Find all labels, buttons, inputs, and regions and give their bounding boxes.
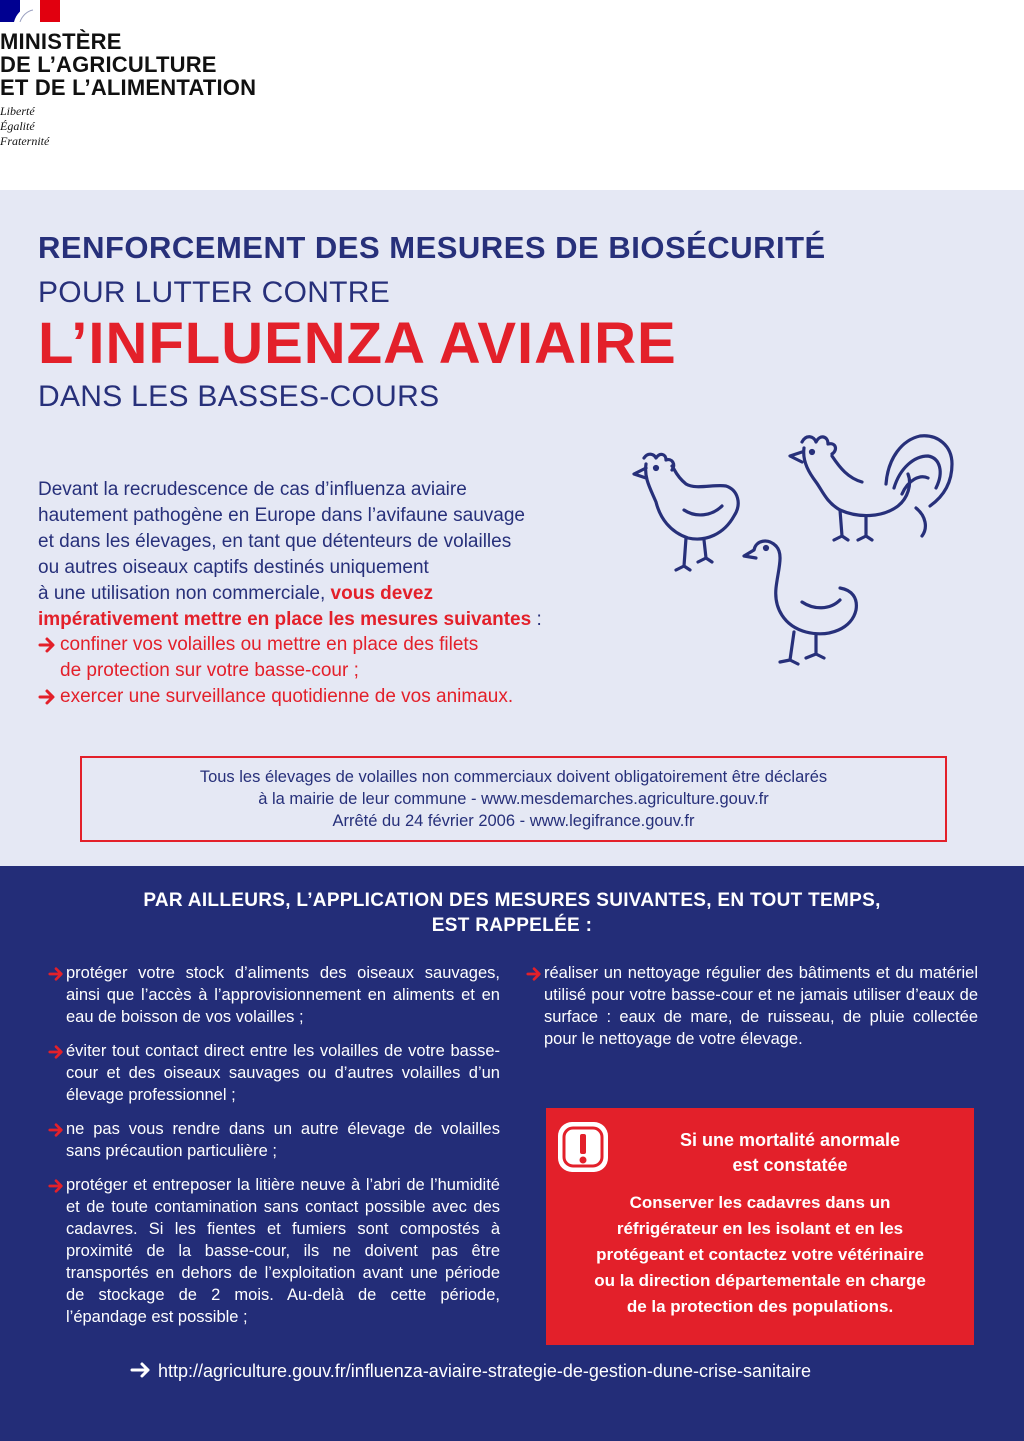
poultry-illustration xyxy=(626,418,966,678)
list-item: réaliser un nettoyage régulier des bâtiments et du matériel utilisé pour votre basse-cour et ne jamais utiliser d’eaux de surface : eaux de mare, de ruisseau, de pluie collectée pour le nettoyage de votre élevage. xyxy=(526,962,978,1050)
list-item: protéger votre stock d’aliments des oiseaux sauvages, ainsi que l’accès à l’approvisionnement en aliments et en eau de boisson de vos volailles ; xyxy=(48,962,500,1028)
list-item: éviter tout contact direct entre les volailles de votre basse-cour et des oiseaux sauvages ou d’autres volailles d’un élevage professionnel ; xyxy=(48,1040,500,1106)
rooster-icon xyxy=(790,436,952,540)
intro-paragraph: Devant la recrudescence de cas d’influenza aviaire hautement pathogène en Europe dans l’avifaune sauvage et dans les élevages, en tant que détenteurs de volailles ou autres oiseaux captifs destinés uniquement à une utilisation non commerciale, vous devez impérativement mettre en place les mesures suivantes : xyxy=(38,479,542,630)
reminder-list-right xyxy=(526,962,978,1062)
intro-emphasis: vous devez xyxy=(330,583,433,604)
list-item: ne pas vous rendre dans un autre élevage de volailles sans précaution particulière ; xyxy=(48,1118,500,1162)
intro-section xyxy=(0,190,1024,866)
intro-emphasis: impérativement mettre en place les mesures suivantes xyxy=(38,609,532,630)
headline-sub1: POUR LUTTER CONTRE xyxy=(38,276,391,309)
headline-biosecurity: RENFORCEMENT DES MESURES DE BIOSÉCURITÉ xyxy=(38,230,826,265)
arrow-right-icon xyxy=(48,1044,64,1060)
arrow-right-icon xyxy=(48,1122,64,1138)
alert-heading: Si une mortalité anormale est constatée xyxy=(679,1130,901,1175)
ministry-name: MINISTÈRE DE L’AGRICULTURE ET DE L’ALIMENTATION xyxy=(0,29,257,100)
ministry-header xyxy=(0,0,1024,190)
reminder-section xyxy=(0,866,1024,1441)
footer-link-url[interactable]: http://agriculture.gouv.fr/influenza-aviaire-strategie-de-gestion-dune-crise-sanitaire xyxy=(158,1361,811,1381)
mortality-alert-box xyxy=(546,1108,974,1345)
declaration-notice: Tous les élevages de volailles non commerciaux doivent obligatoirement être déclarés à la mairie de leur commune - www.mesdemarches.agriculture.gouv.fr Arrêté du 24 février 2006 - www.legifrance.gouv.fr xyxy=(80,756,947,842)
reminder-list-left xyxy=(48,962,500,1340)
goose-icon xyxy=(744,541,856,664)
arrow-right-icon xyxy=(38,688,56,706)
list-item: confiner vos volailles ou mettre en place des filets de protection sur votre basse-cour ; xyxy=(38,632,638,684)
republic-motto: Liberté Égalité Fraternité xyxy=(0,104,50,148)
list-item: exercer une surveillance quotidienne de vos animaux. xyxy=(38,684,638,710)
reminder-title: PAR AILLEURS, L’APPLICATION DES MESURES SUIVANTES, EN TOUT TEMPS, EST RAPPELÉE : xyxy=(143,890,881,936)
arrow-right-icon xyxy=(130,1361,152,1379)
footer-link[interactable] xyxy=(130,1361,811,1382)
required-measures-list xyxy=(38,632,638,710)
exclamation-icon xyxy=(554,1118,612,1176)
arrow-right-icon xyxy=(38,636,56,654)
list-item: protéger et entreposer la litière neuve à l’abri de l’humidité et de toute contamination sans contact possible avec des cadavres. Si les fientes et fumiers sont compostés à proximité de la basse-cour, ils ne doivent pas être transportés en dehors de l’exploitation avant une période de stockage de 2 mois. Au-delà de cette période, l’épandage est possible ; xyxy=(48,1174,500,1328)
arrow-right-icon xyxy=(48,966,64,982)
marianne-logo xyxy=(0,0,60,22)
arrow-right-icon xyxy=(48,1178,64,1194)
headline-sub2: DANS LES BASSES-COURS xyxy=(38,380,440,413)
headline-main: L’INFLUENZA AVIAIRE xyxy=(38,311,677,376)
hen-icon xyxy=(634,454,738,570)
arrow-right-icon xyxy=(526,966,542,982)
alert-text: Conserver les cadavres dans un réfrigérateur en les isolant et en les protégeant et contactez votre vétérinaire ou la direction départementale en charge de la protection des populations. xyxy=(594,1193,926,1316)
